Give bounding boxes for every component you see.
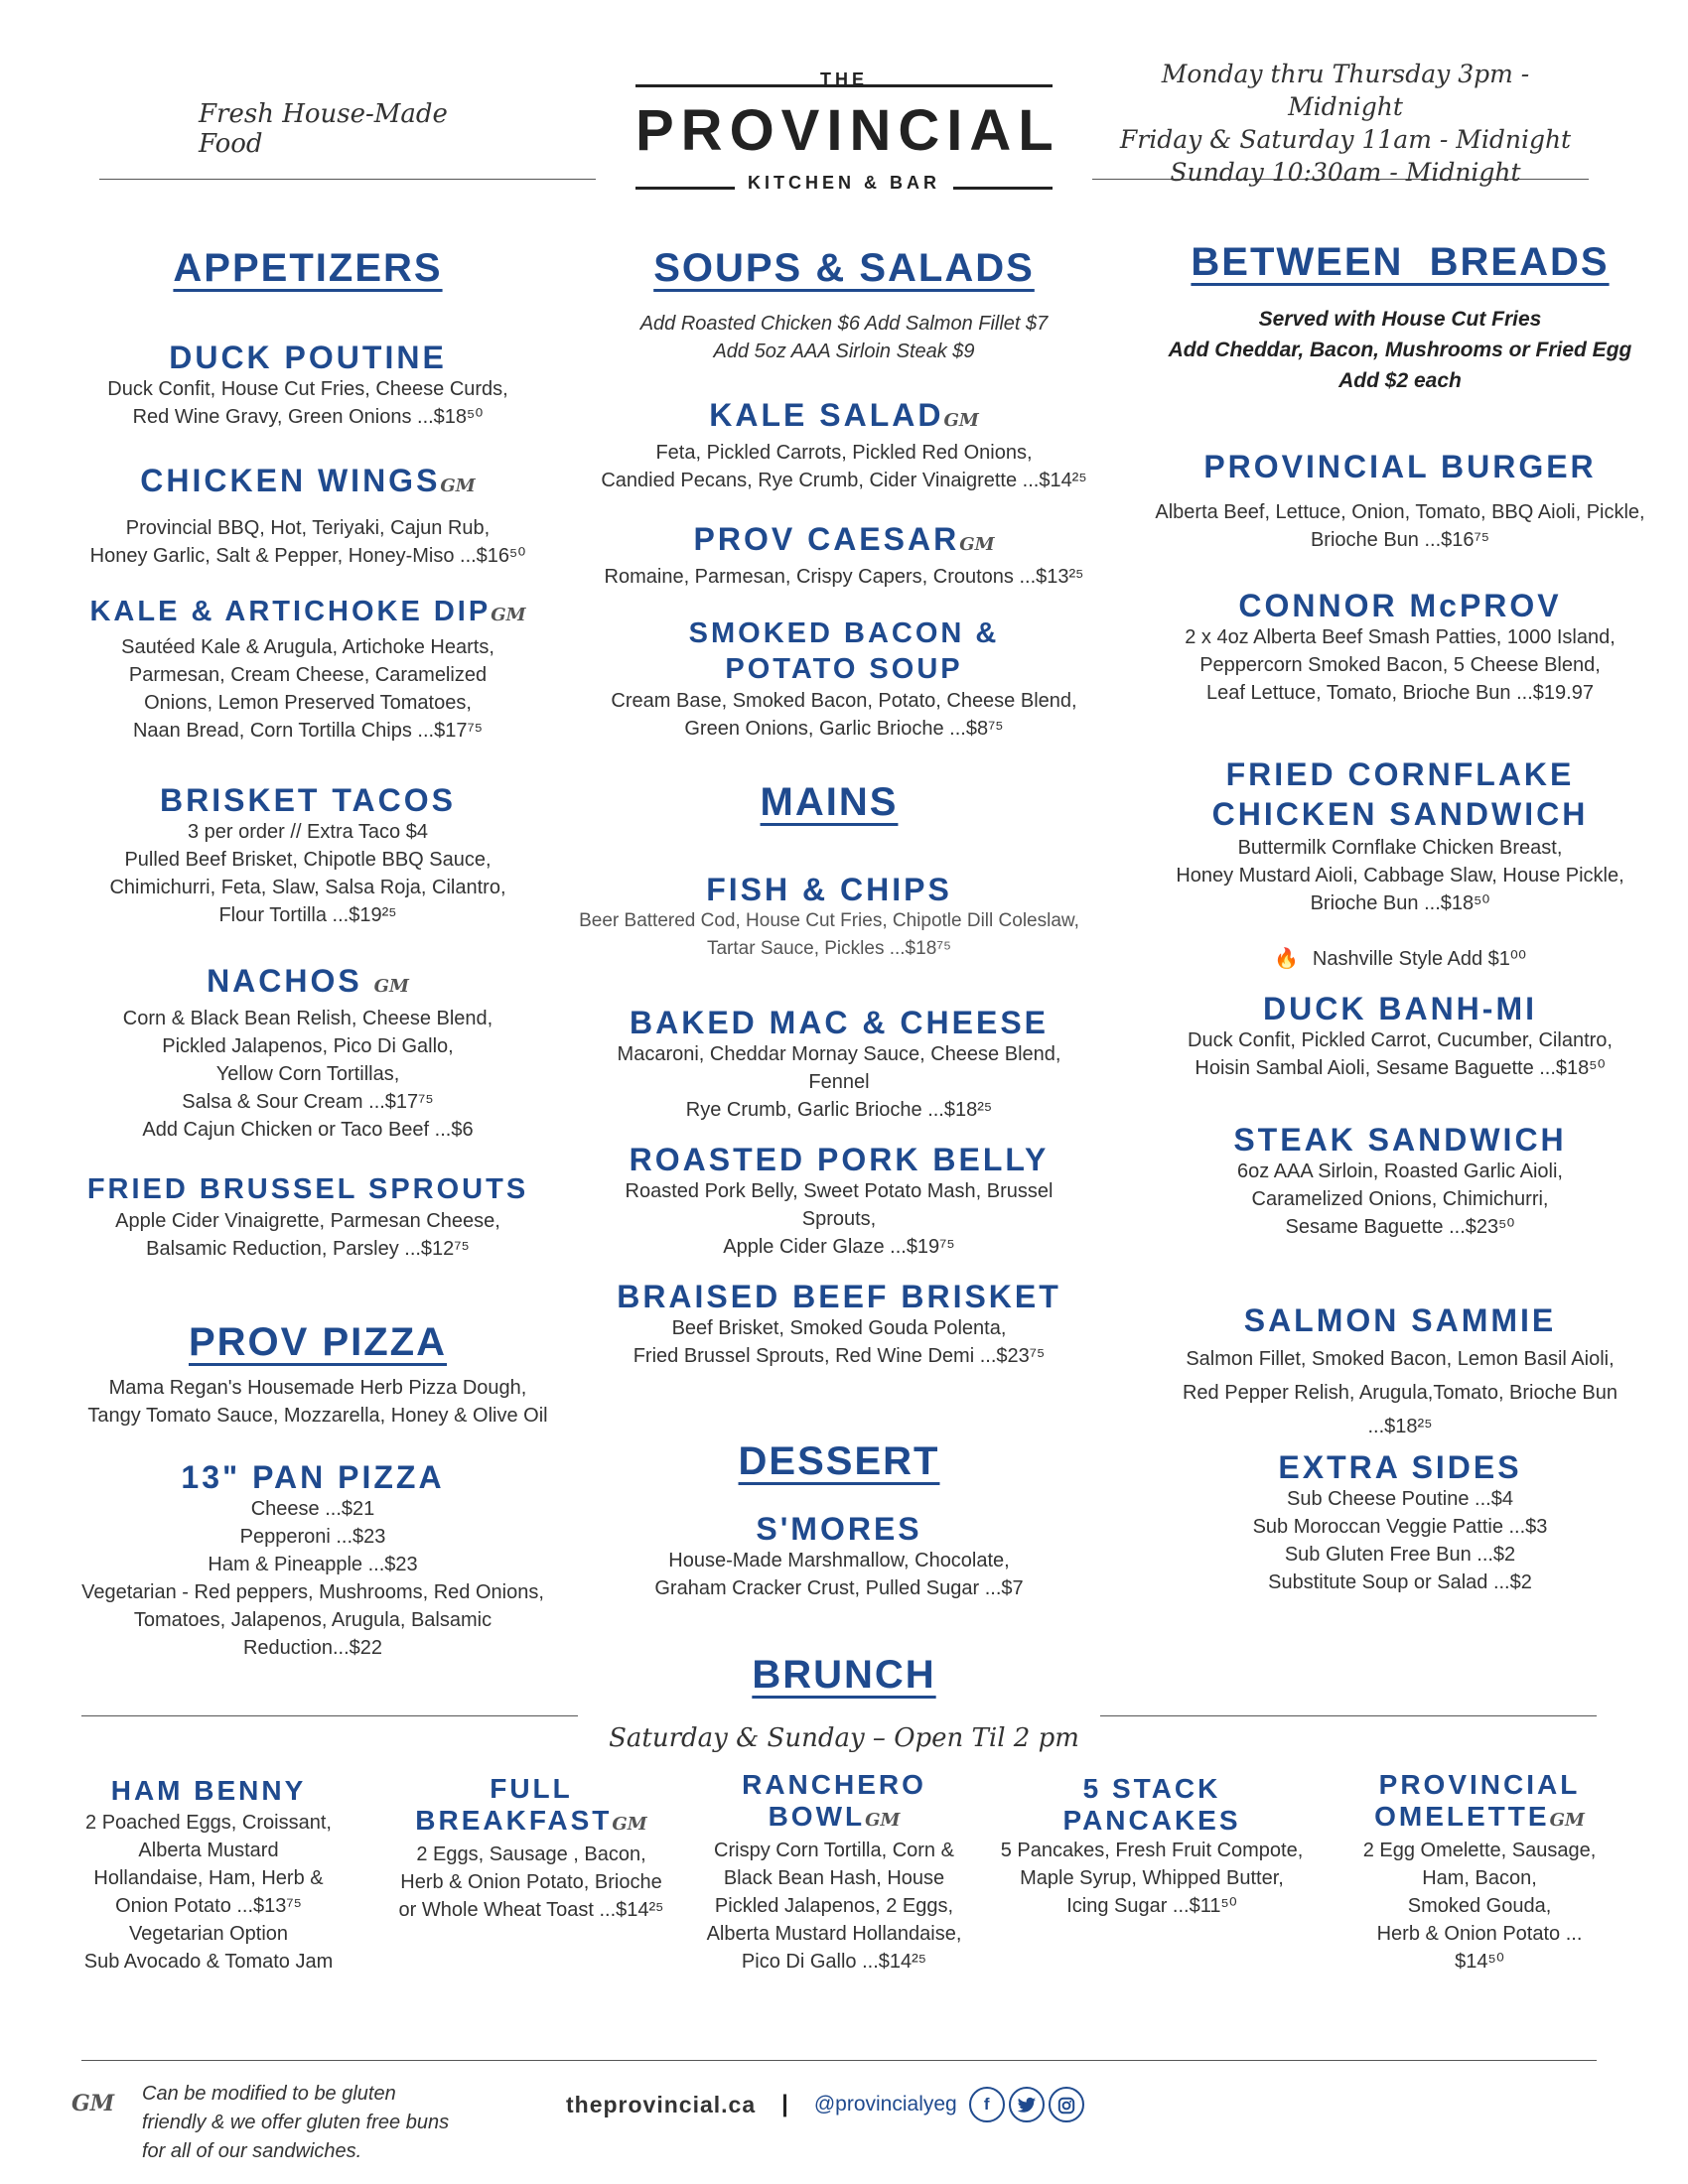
brunch-rule-left [81,1715,578,1716]
menu-item [65,1459,561,1662]
section-mains: MAINS [760,780,899,824]
item-title: FRIED CORNFLAKE CHICKEN SANDWICH [1211,756,1589,832]
item-title-line: FULL [490,1773,573,1804]
item-title: S'MORES [756,1511,922,1547]
item-desc: Duck Confit, Pickled Carrot, Cucumber, Cilantro, Hoisin Sambal Aioli, Sesame Baguette ...$18⁵⁰ [1188,1029,1613,1079]
item-desc: Crispy Corn Tortilla, Corn & Black Bean Hash, House Pickled Jalapenos, 2 Eggs, Alberta Mustard Hollandaise, Pico Di Gallo ...$14²⁵ [706,1840,962,1973]
item-title: KALE & ARTICHOKE DIPGM [89,596,526,627]
item-title [1321,1769,1638,1837]
item-title [685,1769,983,1837]
item-title: HAM BENNY [110,1775,307,1806]
item-title: KALE SALADGM [709,397,979,433]
menu-item [586,1142,1092,1261]
menu-item [60,963,556,1144]
item-desc: Cheese ...$21 Pepperoni ...$23 Ham & Pineapple ...$23 Vegetarian - Red peppers, Mushrooms, Red Onions, Tomatoes, Jalapenos, Arugula, Balsamic Reduction...$22 [81,1498,544,1659]
brunch-item [685,1769,983,1976]
menu-item [576,872,1082,963]
menu-item [60,463,556,570]
facebook-icon[interactable]: f [969,2087,1005,2122]
item-desc: Cream Base, Smoked Bacon, Potato, Cheese Blend, Green Onions, Garlic Brioche ...$8⁷⁵ [611,690,1077,740]
menu-item [1152,991,1648,1082]
menu-item [60,340,556,431]
gm-badge: GM [1549,1810,1585,1831]
menu-item [586,1511,1092,1602]
item-title: FRIED BRUSSEL SPROUTS [86,1173,529,1205]
menu-item [60,782,556,929]
item-desc: House-Made Marshmallow, Chocolate, Graham Cracker Crust, Pulled Sugar ...$7 [654,1550,1024,1599]
menu-item [591,615,1097,743]
item-desc: Feta, Pickled Carrots, Pickled Red Onions, Candied Pecans, Rye Crumb, Cider Vinaigrette ...$14²⁵ [601,442,1087,491]
header-rule-left [99,179,596,180]
item-title [998,1773,1306,1837]
fire-icon: 🔥 [1274,948,1299,970]
item-desc: Beer Battered Cod, House Cut Fries, Chipotle Dill Coleslaw, Tartar Sauce, Pickles ...$18⁷⁵ [579,910,1079,959]
section-prov-pizza: PROV PIZZA [188,1320,448,1364]
footer-rule [81,2060,1597,2061]
menu-item [1152,1449,1648,1596]
item-desc: Buttermilk Cornflake Chicken Breast, Honey Mustard Aioli, Cabbage Slaw, House Pickle, Brioche Bun ...$18⁵⁰ [1176,837,1624,914]
brunch-rule-right [1100,1715,1597,1716]
item-desc: Sautéed Kale & Arugula, Artichoke Hearts, Parmesan, Cream Cheese, Caramelized Onions, Lemon Preserved Tomatoes, Naan Bread, Corn Tortilla Chips ...$17⁷⁵ [121,636,494,742]
menu-item [1152,588,1648,707]
section-brunch: BRUNCH [752,1653,936,1697]
item-title: SALMON SAMMIE [1243,1302,1557,1338]
item-title: FISH & CHIPS [706,872,952,907]
menu-item [591,521,1097,591]
item-desc: 2 x 4oz Alberta Beef Smash Patties, 1000 Island, Peppercorn Smoked Bacon, 5 Cheese Blend, Leaf Lettuce, Tomato, Brioche Bun ...$19.97 [1185,626,1616,704]
section-appetizers: APPETIZERS [173,246,443,290]
brunch-item [60,1773,357,1976]
item-title: ROASTED PORK BELLY [629,1142,1050,1177]
menu-item [1152,449,1648,554]
item-title-line: RANCHERO [742,1769,926,1800]
item-desc: Romaine, Parmesan, Crispy Capers, Croutons ...$13²⁵ [604,566,1084,588]
item-title: SMOKED BACON & POTATO SOUP [688,617,1000,685]
item-desc: Macaroni, Cheddar Mornay Sauce, Cheese Blend, Fennel Rye Crumb, Garlic Brioche ...$18²⁵ [617,1043,1061,1121]
menu-item [591,397,1097,494]
item-desc: Roasted Pork Belly, Sweet Potato Mash, Brussel Sprouts, Apple Cider Glaze ...$19⁷⁵ [625,1180,1054,1258]
hours-line: Sunday 10:30am - Midnight [1170,158,1521,187]
hours [1112,58,1579,189]
item-title: NACHOS GM [207,963,409,999]
item-title: PROVINCIAL BURGER [1203,449,1597,484]
menu-item [60,1171,556,1263]
gm-badge: GM [959,534,995,555]
item-title-line: BREAKFASTGM [415,1805,647,1836]
menu-item [60,594,556,745]
instagram-icon[interactable] [1049,2087,1084,2122]
item-desc: Apple Cider Vinaigrette, Parmesan Cheese, Balsamic Reduction, Parsley ...$12⁷⁵ [115,1210,500,1260]
brunch-hours: Saturday & Sunday – Open Til 2 pm [609,1723,1079,1753]
brunch-item [998,1773,1306,1920]
item-title-line: 5 STACK [1082,1773,1221,1804]
item-title-line: PROVINCIAL [1378,1769,1581,1800]
item-title: DUCK BANH-MI [1263,991,1537,1026]
hours-line: Friday & Saturday 11am - Midnight [1119,125,1572,154]
hours-line: Monday thru Thursday 3pm - Midnight [1161,60,1530,121]
item-desc: 2 Eggs, Sausage , Bacon, Herb & Onion Potato, Brioche or Whole Wheat Toast ...$14²⁵ [398,1843,664,1921]
item-desc: Alberta Beef, Lettuce, Onion, Tomato, BBQ Aioli, Pickle, Brioche Bun ...$16⁷⁵ [1155,501,1645,551]
item-extra-text: Nashville Style Add $1⁰⁰ [1312,948,1526,970]
gm-note: Can be modified to be gluten friendly & we offer gluten free buns for all of our sandwiches. [142,2083,450,2162]
item-title-line: PANCAKES [1062,1805,1241,1836]
item-desc: Sub Cheese Poutine ...$4 Sub Moroccan Veggie Pattie ...$3 Sub Gluten Free Bun ...$2 Substitute Soup or Salad ...$2 [1252,1488,1548,1593]
gm-badge: GM [865,1810,901,1831]
menu-item [1152,1302,1648,1443]
footer-links [566,2085,1182,2124]
item-title: EXTRA SIDES [1278,1449,1522,1485]
logo-sub: KITCHEN & BAR [735,173,953,194]
item-desc: 2 Egg Omelette, Sausage, Ham, Bacon, Smoked Gouda, Herb & Onion Potato ... $14⁵⁰ [1362,1840,1597,1973]
tagline: Fresh House-Made Food [199,99,448,159]
item-title: 13" PAN PIZZA [181,1459,445,1495]
logo-main: PROVINCIAL [635,98,1060,163]
gm-badge: GM [943,410,979,431]
logo-top: THE [635,69,1053,90]
gm-badge: GM [373,976,409,997]
section-dessert: DESSERT [738,1439,940,1483]
gm-badge: GM [440,476,476,496]
item-title [372,1773,690,1841]
item-desc: Corn & Black Bean Relish, Cheese Blend, Pickled Jalapenos, Pico Di Gallo, Yellow Corn Tortillas, Salsa & Sour Cream ...$17⁷⁵ Add Cajun Chicken or Taco Beef ...$6 [122,1008,493,1141]
soups-addons: Add Roasted Chicken $6 Add Salmon Fillet $7 Add 5oz AAA Sirloin Steak $9 [639,313,1049,362]
pizza-intro: Mama Regan's Housemade Herb Pizza Dough, Tangy Tomato Sauce, Mozzarella, Honey & Olive Oil [87,1377,548,1427]
item-desc: 2 Poached Eggs, Croissant, Alberta Mustard Hollandaise, Ham, Herb & Onion Potato ...$13⁷⁵ Vegetarian Option Sub Avocado & Tomato Jam [83,1812,334,1973]
item-title: DUCK POUTINE [169,340,447,375]
gm-legend-badge: GM [71,2091,115,2116]
gm-badge: GM [612,1814,647,1835]
item-desc: Provincial BBQ, Hot, Teriyaki, Cajun Rub, Honey Garlic, Salt & Pepper, Honey-Miso ...$16⁵⁰ [89,517,526,567]
menu-item [586,1279,1092,1370]
item-title: CONNOR McPROV [1238,588,1562,623]
menu-item [586,1005,1092,1124]
item-extra [1152,917,1648,973]
brunch-item [1321,1769,1638,1976]
social-handle[interactable]: @provincialyeg [813,2093,957,2116]
item-desc: Salmon Fillet, Smoked Bacon, Lemon Basil Aioli, Red Pepper Relish, Arugula,Tomato, Brioche Bun ...$18²⁵ [1182,1348,1618,1437]
brunch-item [372,1773,690,1924]
item-title: BRAISED BEEF BRISKET [617,1279,1061,1314]
section-between-breads: BETWEEN BREADS [1191,240,1610,284]
item-desc: 3 per order // Extra Taco $4 Pulled Beef Brisket, Chipotle BBQ Sauce, Chimichurri, Feta, Slaw, Salsa Roja, Cilantro, Flour Tortilla ...$19²⁵ [109,821,506,926]
website-link[interactable]: theprovincial.ca [566,2091,757,2117]
menu-item [1152,754,1648,973]
item-desc: Duck Confit, House Cut Fries, Cheese Curds, Red Wine Gravy, Green Onions ...$18⁵⁰ [107,378,508,428]
item-desc: 5 Pancakes, Fresh Fruit Compote, Maple Syrup, Whipped Butter, Icing Sugar ...$11⁵⁰ [1000,1840,1304,1917]
item-title-line: BOWLGM [768,1801,901,1832]
item-title-line: OMELETTEGM [1374,1801,1585,1832]
section-soups-salads: SOUPS & SALADS [653,246,1035,290]
item-title: STEAK SANDWICH [1233,1122,1567,1158]
item-desc: Beef Brisket, Smoked Gouda Polenta, Fried Brussel Sprouts, Red Wine Demi ...$23⁷⁵ [633,1317,1046,1367]
item-desc: 6oz AAA Sirloin, Roasted Garlic Aioli, Caramelized Onions, Chimichurri, Sesame Baguette ...$23⁵⁰ [1237,1160,1563,1238]
breads-intro: Served with House Cut Fries Add Cheddar, Bacon, Mushrooms or Fried Egg Add $2 each [1168,308,1632,392]
item-title: PROV CAESARGM [693,521,995,557]
item-title: BRISKET TACOS [160,782,456,818]
item-title: CHICKEN WINGSGM [140,463,476,498]
footer-divider: | [781,2091,788,2117]
item-title: BAKED MAC & CHEESE [629,1005,1050,1040]
twitter-icon[interactable] [1009,2087,1045,2122]
gm-badge: GM [491,605,526,625]
menu-item [1152,1122,1648,1241]
